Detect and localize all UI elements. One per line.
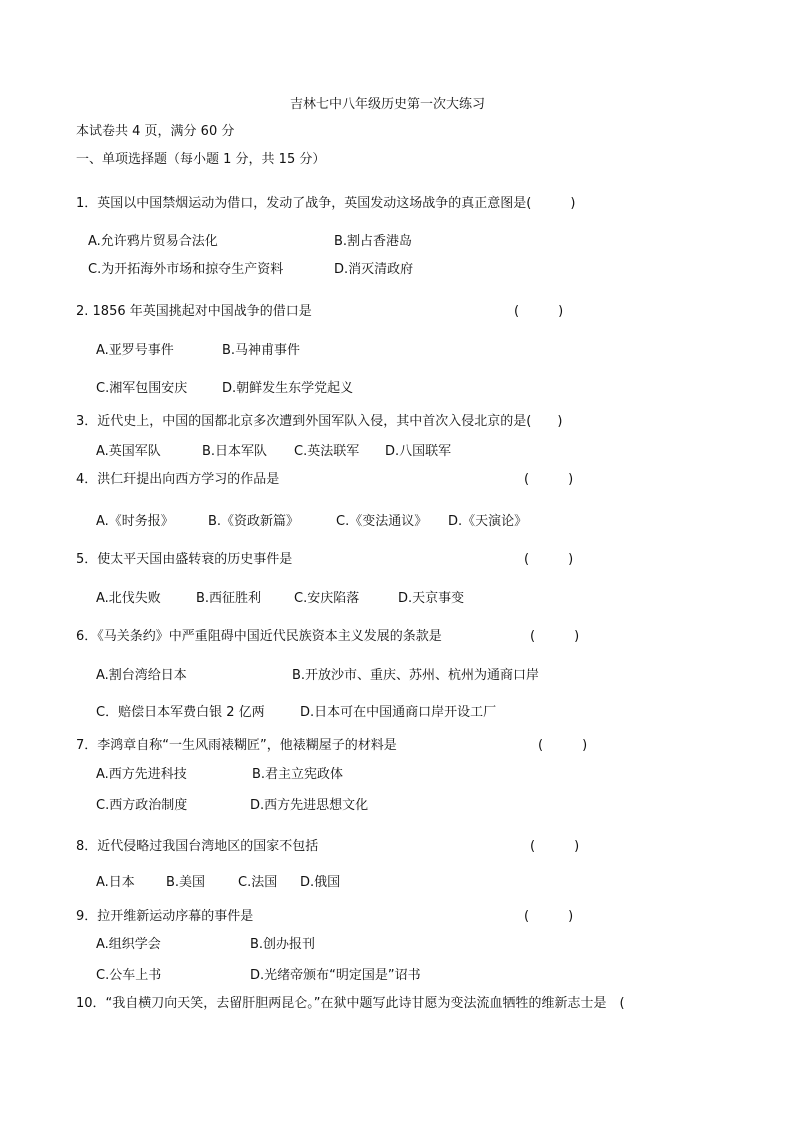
question-7-option-c: C.西方政治制度 [96, 798, 188, 813]
question-10-stem: 10．“我自横刀向天笑，去留肝胆两昆仑。”在狱中题写此诗甘愿为变法流血牺牲的维新志士是 ( [76, 996, 625, 1011]
question-5-stem: 5．使太平天国由盛转衰的历史事件是 [76, 552, 293, 567]
question-8-stem: 8．近代侵略过我国台湾地区的国家不包括 [76, 839, 319, 854]
question-2-answer-bracket: ( ) [514, 304, 564, 319]
section-heading: 一、单项选择题（每小题 1 分，共 15 分） [76, 152, 326, 167]
question-7-stem: 7．李鸿章自称“一生风雨裱糊匠”，他裱糊屋子的材料是 [76, 738, 397, 753]
question-7-option-d: D.西方先进思想文化 [250, 798, 369, 813]
question-4-stem: 4．洪仁玕提出向西方学习的作品是 [76, 472, 280, 487]
question-4-option-d: D.《天演论》 [448, 514, 528, 529]
question-4-option-b: B.《资政新篇》 [208, 514, 300, 529]
question-7-option-b: B.君主立宪政体 [252, 767, 344, 782]
question-2-stem: 2. 1856 年英国挑起对中国战争的借口是 [76, 304, 312, 319]
question-6-answer-bracket: ( ) [530, 629, 580, 644]
question-4-option-a: A.《时务报》 [96, 514, 174, 529]
question-9-answer-bracket: ( ) [524, 909, 574, 924]
question-9-option-c: C.公车上书 [96, 968, 162, 983]
question-1-option-a: A.允许鸦片贸易合法化 [88, 234, 218, 249]
question-1-stem: 1．英国以中国禁烟运动为借口，发动了战争，英国发动这场战争的真正意图是( ) [76, 196, 576, 211]
question-3-option-a: A.英国军队 [96, 444, 161, 459]
question-6-option-a: A.割台湾给日本 [96, 668, 187, 683]
question-1-option-d: D.消灭清政府 [334, 262, 414, 277]
question-1-option-b: B.割占香港岛 [334, 234, 413, 249]
question-6-option-b: B.开放沙市、重庆、苏州、杭州为通商口岸 [292, 668, 540, 683]
question-7-answer-bracket: ( ) [538, 738, 588, 753]
question-6-stem: 6．《马关条约》中严重阻碍中国近代民族资本主义发展的条款是 [76, 629, 442, 644]
question-5-answer-bracket: ( ) [524, 552, 574, 567]
question-9-option-d: D.光绪帝颁布“明定国是”诏书 [250, 968, 421, 983]
question-4-answer-bracket: ( ) [524, 472, 574, 487]
question-6-option-d: D.日本可在中国通商口岸开设工厂 [300, 705, 497, 720]
question-5-option-c: C.安庆陷落 [294, 591, 360, 606]
question-9-option-a: A.组织学会 [96, 937, 161, 952]
question-8-option-c: C.法国 [238, 875, 278, 890]
question-3-option-b: B.日本军队 [202, 444, 268, 459]
question-3-option-d: D.八国联军 [385, 444, 452, 459]
question-5-option-d: D.天京事变 [398, 591, 465, 606]
question-8-answer-bracket: ( ) [530, 839, 580, 854]
question-2-option-d: D.朝鲜发生东学党起义 [222, 381, 354, 396]
question-9-stem: 9．拉开维新运动序幕的事件是 [76, 909, 254, 924]
question-2-option-b: B.马神甫事件 [222, 343, 301, 358]
question-5-option-b: B.西征胜利 [196, 591, 262, 606]
question-4-option-c: C.《变法通议》 [336, 514, 428, 529]
page-title: 吉林七中八年级历史第一次大练习 [290, 97, 486, 112]
exam-meta: 本试卷共 4 页，满分 60 分 [76, 124, 235, 139]
question-3-option-c: C.英法联军 [294, 444, 360, 459]
question-8-option-b: B.美国 [166, 875, 206, 890]
question-6-option-c: C．赔偿日本军费白银 2 亿两 [96, 705, 265, 720]
question-1-option-c: C.为开拓海外市场和掠夺生产资料 [88, 262, 284, 277]
question-8-option-a: A.日本 [96, 875, 135, 890]
question-5-option-a: A.北伐失败 [96, 591, 161, 606]
question-7-option-a: A.西方先进科技 [96, 767, 187, 782]
question-2-option-a: A.亚罗号事件 [96, 343, 174, 358]
question-8-option-d: D.俄国 [300, 875, 341, 890]
question-3-stem: 3．近代史上，中国的国都北京多次遭到外国军队入侵，其中首次入侵北京的是( ) [76, 414, 563, 429]
question-2-option-c: C.湘军包围安庆 [96, 381, 188, 396]
question-9-option-b: B.创办报刊 [250, 937, 316, 952]
